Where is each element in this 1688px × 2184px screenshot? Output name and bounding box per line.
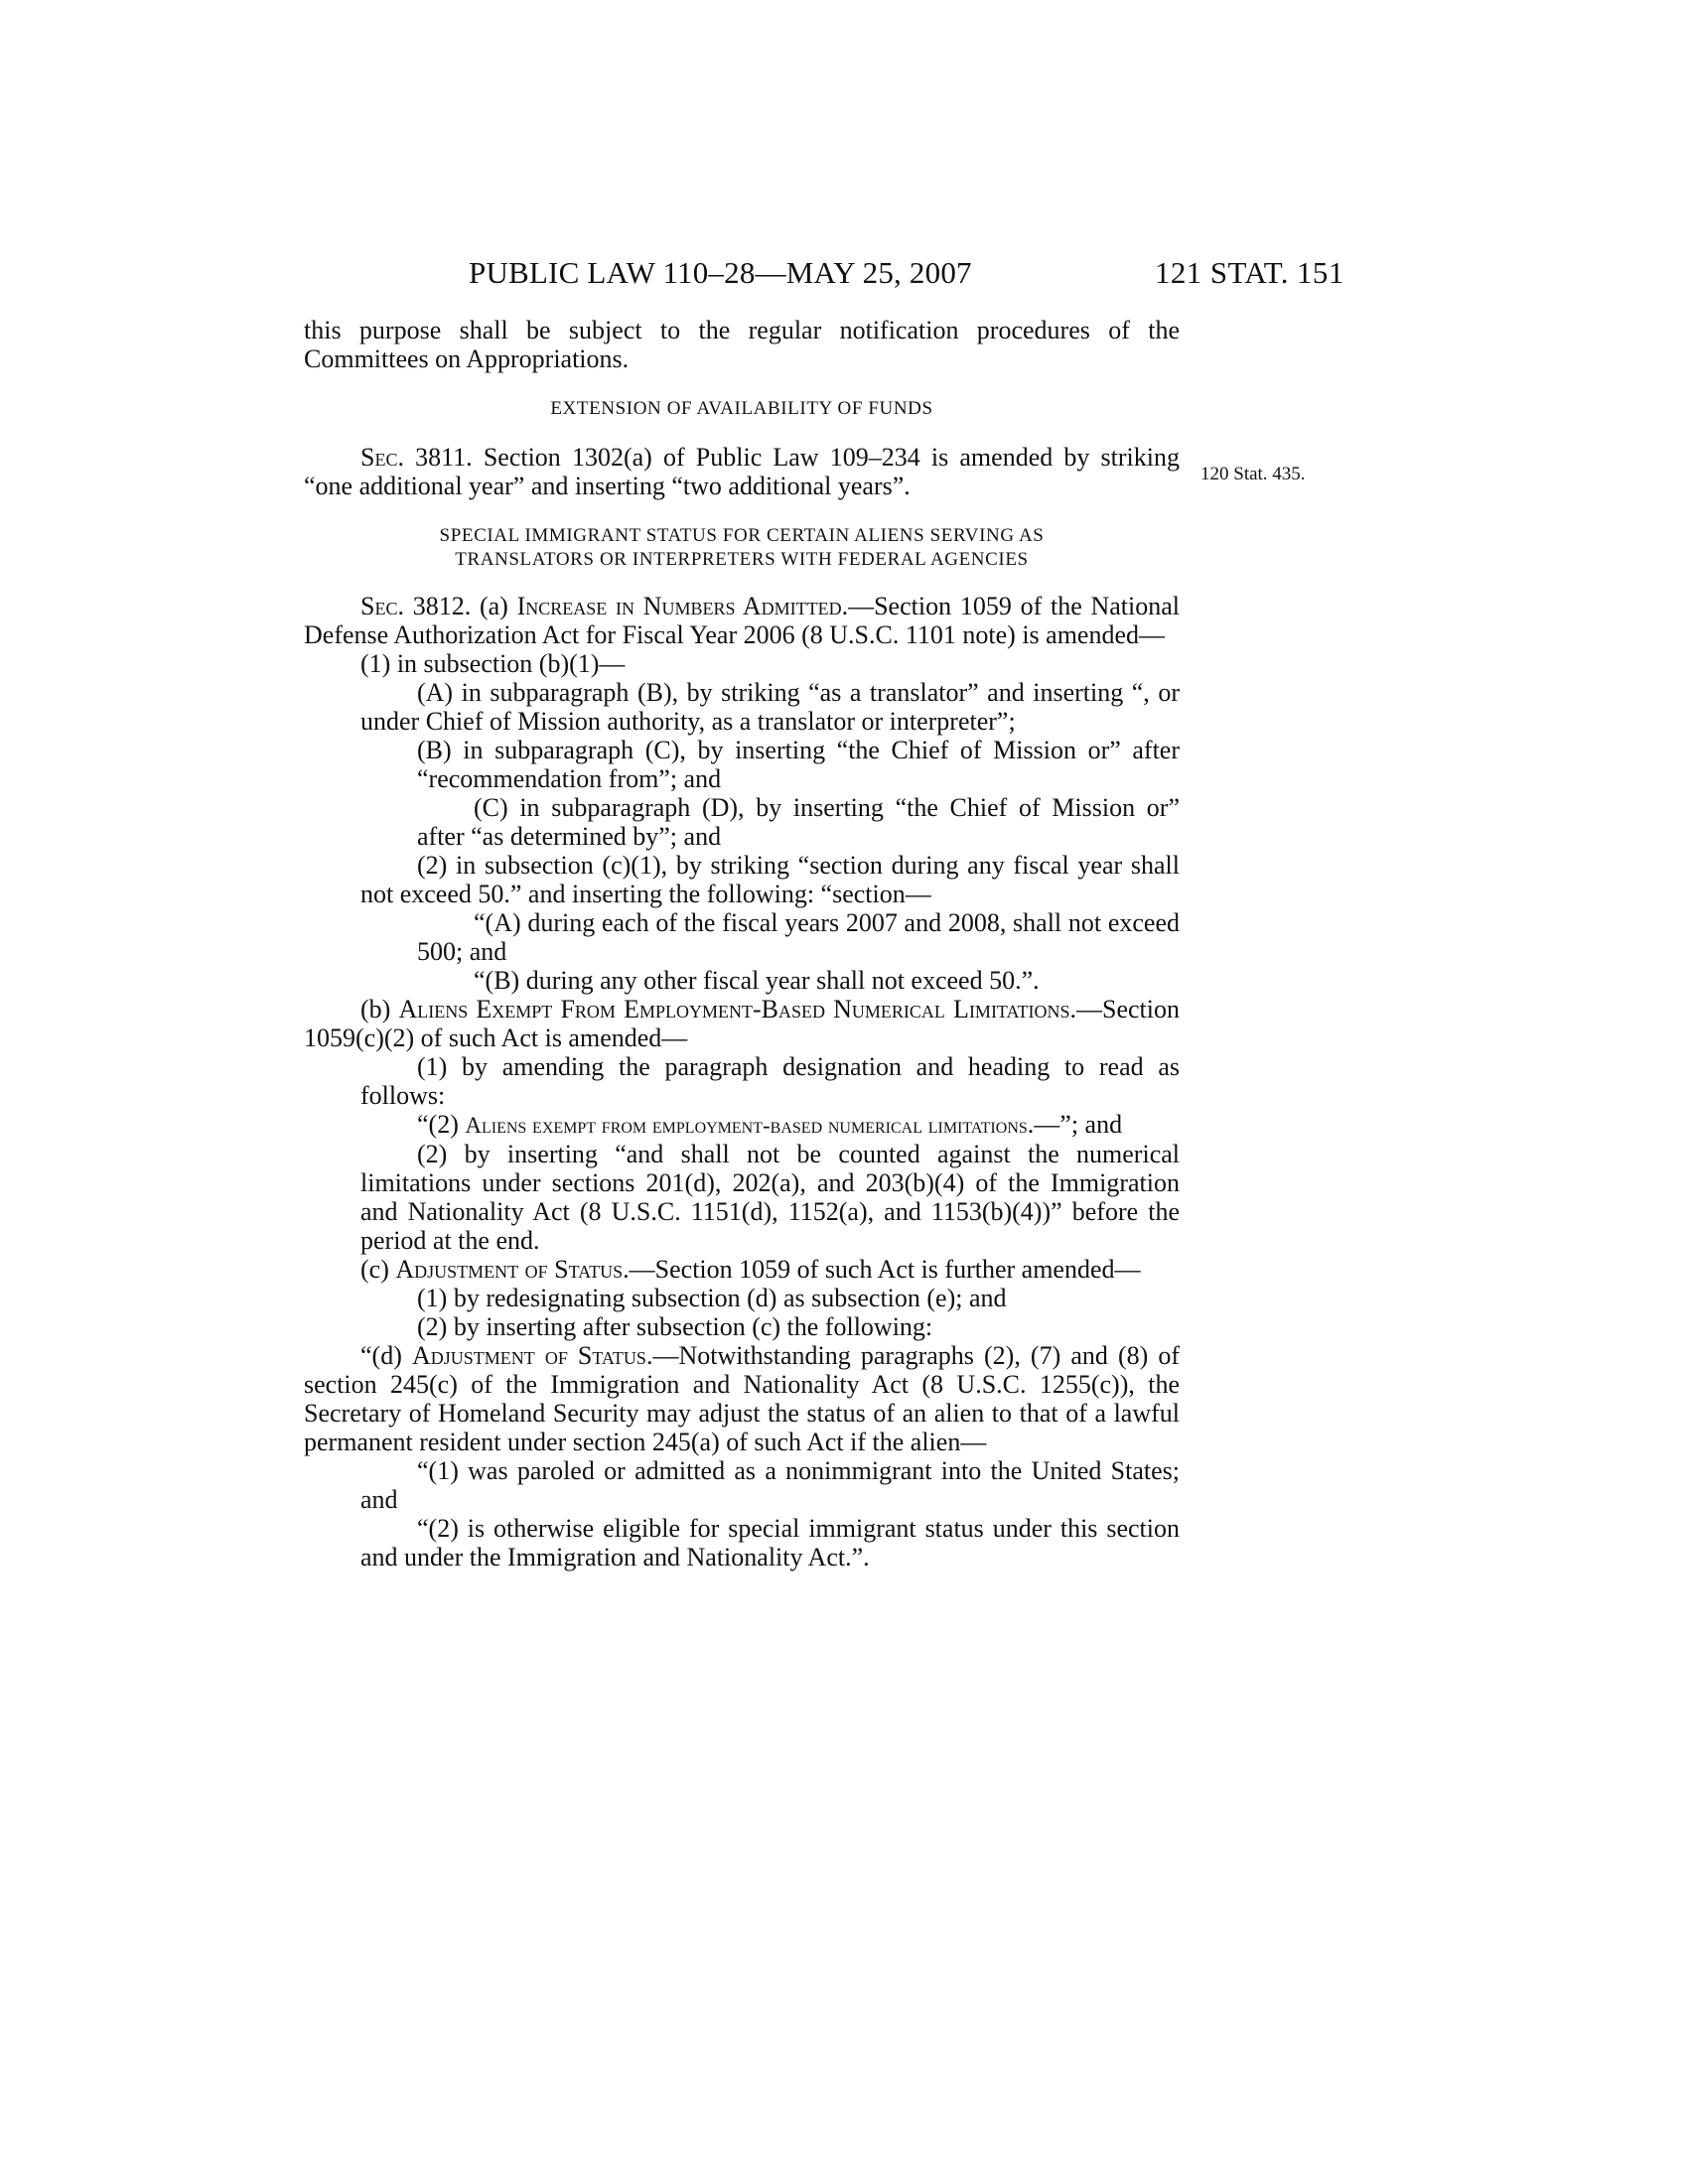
quoted-subsection-d-line [304,1341,1180,1456]
section-heading-special-immigrant-line2: TRANSLATORS OR INTERPRETERS WITH FEDERAL AGENCIES [455,549,1029,570]
quoted-subsection-d-text: .—Notwithstanding paragraphs (2), (7) and (8) of section 245(c) of the Immigration and Nationality Act (8 U.S.C. 1255(c)), the Secretary of Homeland Security may adjust the status of an alien to that of a lawful permanent resident under section 245(a) of such Act if the alien— [304,1341,1181,1456]
quoted-subsection-d-heading: Adjustment of Status [411,1341,646,1370]
subsection-c [304,1255,1180,1284]
quoted-paragraph-d2-text: “(2) is otherwise eligible for special immigrant status under this section and under the Immigration and Nationality Act.”. [360,1514,1180,1571]
subsection-c-text: .—Section 1059 of such Act is further amended— [623,1255,1141,1284]
quoted-paragraph-d1 [304,1456,1180,1514]
subsection-a-text: .—Section 1059 of the National Defense Authorization Act for Fiscal Year 2006 (8 U.S.C. 1101 note) is amended— [304,592,1181,649]
subparagraph-a2A [304,908,1180,966]
quoted-subsection-d [304,1341,1180,1456]
section-heading-extension: EXTENSION OF AVAILABILITY OF FUNDS [550,398,933,419]
subsection-b-line [304,995,1180,1052]
paragraph-a2 [304,851,1180,908]
quoted-heading-designator: “(2) [417,1110,466,1139]
document-body [304,316,1180,1571]
subparagraph-a1B [304,736,1180,793]
quoted-heading-text: Aliens exempt from employment-based numerical limitations [465,1113,1028,1138]
subsection-c-heading: Adjustment of Status [395,1255,624,1284]
paragraph-a2-text: (2) in subsection (c)(1), by striking “section during any fiscal year shall not exceed 50.” and inserting the following: “section— [360,851,1180,908]
subsection-b-designator: (b) [360,995,399,1024]
subparagraph-a2A-text: “(A) during each of the fiscal years 2007 and 2008, shall not exceed 500; and [417,908,1180,966]
subparagraph-a2B-text: “(B) during any other fiscal year shall not exceed 50.”. [474,966,1040,995]
subparagraph-a1C-text: (C) in subparagraph (D), by inserting “the Chief of Mission or” after “as determined by”; and [417,793,1180,851]
subparagraph-a1A-text: (A) in subparagraph (B), by striking “as a translator” and inserting “, or under Chief of Mission authority, as a translator or interpreter”; [360,678,1180,736]
subparagraph-a1C [304,793,1180,851]
subsection-c-designator: (c) [360,1255,396,1284]
section-heading-special-immigrant-line1: SPECIAL IMMIGRANT STATUS FOR CERTAIN ALIENS SERVING AS [439,525,1045,546]
subparagraph-a1B-wrap [304,736,1180,793]
paragraph-b2 [304,1140,1180,1255]
quoted-paragraph-d2 [304,1514,1180,1571]
section-3812-subsection-a [304,592,1180,649]
subparagraph-a2B [304,966,1180,995]
subparagraph-a1B-text: (B) in subparagraph (C), by inserting “the Chief of Mission or” after “recommendation from”; and [417,736,1180,793]
subsection-b [304,995,1180,1052]
subsection-a-designator: (a) [471,592,517,620]
paragraph-c2 [304,1312,1180,1341]
paragraph-c1-text: (1) by redesignating subsection (d) as subsection (e); and [417,1284,1007,1312]
subsection-b-text: .—Section 1059(c)(2) of such Act is amended— [304,995,1180,1052]
subparagraph-a1A [304,678,1180,736]
quoted-paragraph-d1-text: “(1) was paroled or admitted as a nonimmigrant into the United States; and [360,1456,1180,1514]
paragraph-a1: (1) in subsection (b)(1)— [360,649,626,678]
section-3811-label: Sec. 3811. [360,443,473,472]
subsection-a-heading: Increase in Numbers Admitted [516,592,842,620]
paragraph-c2-text: (2) by inserting after subsection (c) the following: [417,1312,933,1341]
running-head [0,250,1688,296]
section-3811 [304,443,1180,500]
running-head-title: PUBLIC LAW 110–28—MAY 25, 2007 [469,255,972,290]
paragraph-b1-text: (1) by amending the paragraph designation and heading to read as follows: [360,1052,1180,1110]
paragraph-b1 [304,1052,1180,1110]
paragraph-b1-quoted-heading [304,1110,1180,1140]
quoted-heading-tail: .—”; and [1027,1110,1123,1139]
running-head-stat-page: 121 STAT. 151 [1155,255,1344,290]
subsection-c-line [304,1255,1180,1284]
margin-note-stat-reference: 120 Stat. 435. [1200,464,1306,484]
section-3811-text: Section 1302(a) of Public Law 109–234 is amended by striking “one additional year” and inserting “two additional years”. [304,443,1180,500]
quoted-subsection-d-designator: “(d) [360,1341,412,1370]
quoted-heading-line [304,1110,1180,1140]
paragraph-b2-text: (2) by inserting “and shall not be counted against the numerical limitations under sections 201(d), 202(a), and 203(b)(4) of the Immigration and Nationality Act (8 U.S.C. 1151(d), 1152(a), and 1153(b)(4))” before the period at the end. [360,1140,1180,1255]
continued-paragraph: this purpose shall be subject to the regular notification procedures of the Committees on Appropriations. [304,316,1180,373]
paragraph-c1 [304,1284,1180,1312]
subsection-b-heading: Aliens Exempt From Employment-Based Numerical Limitations [398,995,1070,1024]
section-3812-label: Sec. 3812. [360,592,472,620]
